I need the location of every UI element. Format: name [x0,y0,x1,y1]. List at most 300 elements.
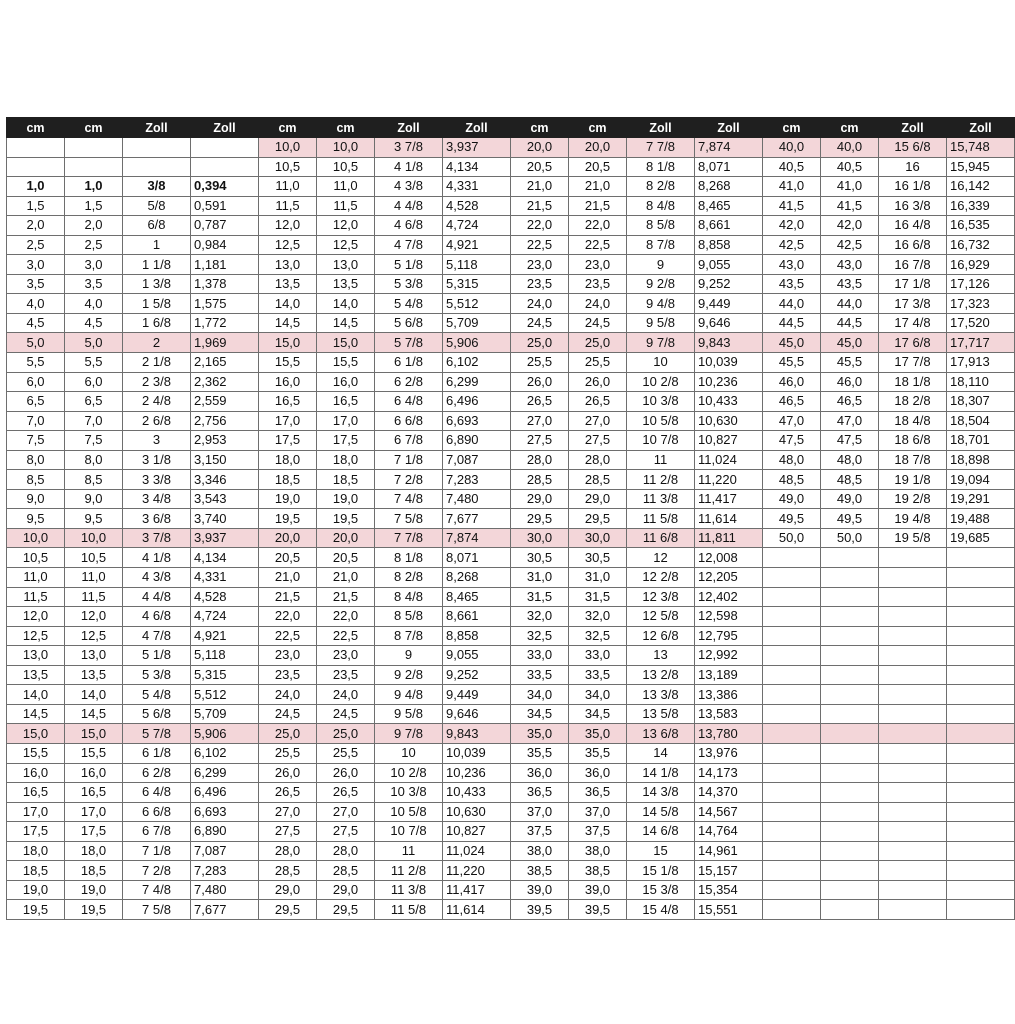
inch-decimal-cell: 9,449 [443,685,511,705]
inch-fraction-cell: 7 5/8 [375,509,443,529]
cm-cell: 7,0 [7,411,65,431]
inch-decimal-cell: 8,858 [695,235,763,255]
cm-cell: 27,0 [259,802,317,822]
cm-value-cell: 42,5 [821,235,879,255]
inch-fraction-cell: 9 4/8 [627,294,695,314]
cm-cell: 36,0 [511,763,569,783]
inch-fraction-cell: 9 5/8 [627,313,695,333]
cm-cell: 11,0 [7,568,65,588]
inch-decimal-cell [947,704,1015,724]
inch-fraction-cell [879,665,947,685]
inch-decimal-cell [947,568,1015,588]
column-header: Zoll [879,118,947,138]
cm-cell: 16,5 [7,783,65,803]
inch-fraction-cell: 10 3/8 [375,783,443,803]
cm-cell [7,157,65,177]
inch-fraction-cell: 16 4/8 [879,216,947,236]
inch-fraction-cell: 19 2/8 [879,489,947,509]
cm-cell: 18,0 [259,450,317,470]
inch-decimal-cell: 3,740 [191,509,259,529]
cm-cell: 14,0 [7,685,65,705]
table-row [7,294,1015,314]
inch-fraction-cell [879,841,947,861]
cm-cell: 2,0 [7,216,65,236]
cm-value-cell [821,822,879,842]
cm-value-cell [821,783,879,803]
inch-fraction-cell: 6 2/8 [375,372,443,392]
cm-value-cell: 8,5 [65,470,123,490]
cm-value-cell: 33,0 [569,646,627,666]
cm-value-cell [65,138,123,158]
inch-fraction-cell: 6 4/8 [123,783,191,803]
cm-cell: 5,5 [7,353,65,373]
cm-value-cell: 31,5 [569,587,627,607]
column-header: cm [317,118,375,138]
inch-fraction-cell: 17 7/8 [879,353,947,373]
column-header: Zoll [695,118,763,138]
cm-cell: 19,5 [7,900,65,920]
inch-fraction-cell: 18 4/8 [879,411,947,431]
inch-decimal-cell: 14,370 [695,783,763,803]
inch-decimal-cell: 7,283 [191,861,259,881]
cm-value-cell: 11,5 [65,587,123,607]
cm-value-cell: 50,0 [821,528,879,548]
inch-fraction-cell: 5 6/8 [375,313,443,333]
cm-value-cell: 4,0 [65,294,123,314]
cm-cell: 45,5 [763,353,821,373]
cm-cell [763,763,821,783]
cm-value-cell: 46,0 [821,372,879,392]
cm-value-cell: 47,5 [821,431,879,451]
column-header: Zoll [627,118,695,138]
cm-value-cell [821,763,879,783]
cm-cell: 11,5 [7,587,65,607]
cm-cell [763,704,821,724]
cm-cell: 31,5 [511,587,569,607]
inch-decimal-cell: 4,134 [443,157,511,177]
cm-cell: 21,5 [259,587,317,607]
inch-fraction-cell: 5 7/8 [123,724,191,744]
cm-cell: 2,5 [7,235,65,255]
cm-value-cell: 20,5 [569,157,627,177]
cm-value-cell: 34,5 [569,704,627,724]
cm-cell: 22,5 [511,235,569,255]
cm-cell: 41,5 [763,196,821,216]
table-row [7,646,1015,666]
inch-fraction-cell: 1 3/8 [123,274,191,294]
inch-decimal-cell: 16,339 [947,196,1015,216]
inch-decimal-cell: 12,795 [695,626,763,646]
inch-fraction-cell: 6 1/8 [123,743,191,763]
cm-value-cell: 27,0 [317,802,375,822]
cm-value-cell: 3,5 [65,274,123,294]
inch-fraction-cell: 2 4/8 [123,392,191,412]
inch-decimal-cell: 8,465 [443,587,511,607]
inch-decimal-cell: 9,646 [695,313,763,333]
inch-fraction-cell: 5/8 [123,196,191,216]
inch-decimal-cell: 5,512 [191,685,259,705]
inch-decimal-cell: 5,315 [443,274,511,294]
inch-decimal-cell: 7,087 [191,841,259,861]
cm-value-cell: 18,5 [65,861,123,881]
inch-fraction-cell: 10 7/8 [375,822,443,842]
cm-cell: 26,0 [511,372,569,392]
table-row [7,157,1015,177]
cm-value-cell: 14,0 [65,685,123,705]
cm-value-cell: 41,0 [821,177,879,197]
inch-decimal-cell: 9,843 [443,724,511,744]
inch-fraction-cell: 12 6/8 [627,626,695,646]
inch-fraction-cell: 8 1/8 [627,157,695,177]
cm-cell: 15,0 [259,333,317,353]
cm-cell: 3,0 [7,255,65,275]
cm-cell: 29,5 [511,509,569,529]
cm-cell: 14,5 [259,313,317,333]
inch-decimal-cell: 14,961 [695,841,763,861]
inch-decimal-cell: 5,118 [443,255,511,275]
inch-fraction-cell: 11 3/8 [627,489,695,509]
inch-decimal-cell: 7,874 [695,138,763,158]
table-row [7,724,1015,744]
inch-decimal-cell [947,607,1015,627]
table-row [7,235,1015,255]
inch-fraction-cell: 6 7/8 [123,822,191,842]
inch-fraction-cell [879,822,947,842]
inch-fraction-cell: 4 4/8 [123,587,191,607]
table-row [7,665,1015,685]
inch-fraction-cell: 4 1/8 [123,548,191,568]
cm-value-cell: 35,5 [569,743,627,763]
cm-value-cell: 40,5 [821,157,879,177]
inch-fraction-cell: 14 [627,743,695,763]
inch-decimal-cell: 15,748 [947,138,1015,158]
inch-fraction-cell: 11 [375,841,443,861]
cm-value-cell: 13,0 [65,646,123,666]
column-header: cm [511,118,569,138]
inch-decimal-cell: 8,268 [443,568,511,588]
inch-fraction-cell: 7 2/8 [375,470,443,490]
cm-value-cell: 49,0 [821,489,879,509]
cm-value-cell: 10,5 [65,548,123,568]
inch-fraction-cell [879,626,947,646]
table-row [7,822,1015,842]
column-header: Zoll [443,118,511,138]
inch-decimal-cell: 9,843 [695,333,763,353]
cm-cell: 49,0 [763,489,821,509]
inch-decimal-cell [947,822,1015,842]
table-row [7,411,1015,431]
inch-decimal-cell: 11,024 [695,450,763,470]
table-row [7,626,1015,646]
inch-fraction-cell: 5 1/8 [375,255,443,275]
cm-value-cell: 23,5 [569,274,627,294]
cm-value-cell: 40,0 [821,138,879,158]
cm-cell: 26,0 [259,763,317,783]
cm-value-cell [821,802,879,822]
inch-fraction-cell: 14 6/8 [627,822,695,842]
cm-cell [763,841,821,861]
inch-decimal-cell: 14,173 [695,763,763,783]
cm-cell [763,626,821,646]
inch-decimal-cell: 8,071 [695,157,763,177]
cm-cell: 13,0 [259,255,317,275]
inch-decimal-cell: 18,307 [947,392,1015,412]
inch-decimal-cell [947,861,1015,881]
cm-value-cell: 10,0 [317,138,375,158]
inch-fraction-cell [879,587,947,607]
inch-decimal-cell: 17,913 [947,353,1015,373]
cm-cell: 16,0 [259,372,317,392]
inch-decimal-cell: 5,906 [191,724,259,744]
inch-fraction-cell [123,138,191,158]
cm-value-cell: 24,5 [317,704,375,724]
cm-value-cell: 13,5 [317,274,375,294]
cm-cell: 48,0 [763,450,821,470]
cm-value-cell: 10,5 [317,157,375,177]
table-row [7,333,1015,353]
cm-cell: 43,0 [763,255,821,275]
cm-value-cell: 18,0 [317,450,375,470]
table-row [7,841,1015,861]
cm-value-cell: 26,0 [569,372,627,392]
cm-cell: 20,0 [511,138,569,158]
cm-value-cell: 38,5 [569,861,627,881]
cm-cell: 35,0 [511,724,569,744]
cm-cell: 19,5 [259,509,317,529]
inch-fraction-cell: 2 3/8 [123,372,191,392]
inch-decimal-cell: 5,906 [443,333,511,353]
inch-decimal-cell: 17,126 [947,274,1015,294]
inch-decimal-cell: 6,102 [191,743,259,763]
cm-value-cell: 36,5 [569,783,627,803]
inch-decimal-cell: 2,559 [191,392,259,412]
cm-value-cell [821,665,879,685]
cm-cell: 40,5 [763,157,821,177]
inch-fraction-cell: 16 1/8 [879,177,947,197]
inch-decimal-cell: 18,504 [947,411,1015,431]
cm-cell: 15,0 [7,724,65,744]
cm-cell: 9,0 [7,489,65,509]
inch-decimal-cell: 4,921 [443,235,511,255]
cm-cell: 24,5 [511,313,569,333]
cm-value-cell: 29,5 [317,900,375,920]
cm-value-cell: 46,5 [821,392,879,412]
inch-fraction-cell: 9 [375,646,443,666]
cm-value-cell: 28,0 [569,450,627,470]
cm-cell: 38,0 [511,841,569,861]
inch-decimal-cell: 12,598 [695,607,763,627]
cm-cell: 12,5 [259,235,317,255]
cm-cell: 8,5 [7,470,65,490]
inch-fraction-cell: 4 4/8 [375,196,443,216]
table-row [7,548,1015,568]
inch-decimal-cell: 10,630 [695,411,763,431]
cm-cell: 11,5 [259,196,317,216]
conversion-table [6,117,1015,920]
cm-cell: 24,0 [511,294,569,314]
cm-cell: 20,5 [259,548,317,568]
cm-cell: 37,0 [511,802,569,822]
cm-cell: 23,0 [511,255,569,275]
inch-fraction-cell: 7 4/8 [375,489,443,509]
cm-value-cell [821,626,879,646]
inch-decimal-cell: 3,937 [443,138,511,158]
table-row [7,568,1015,588]
inch-fraction-cell: 7 2/8 [123,861,191,881]
cm-cell: 7,5 [7,431,65,451]
inch-fraction-cell: 10 2/8 [627,372,695,392]
table-row [7,509,1015,529]
cm-cell: 28,0 [511,450,569,470]
inch-decimal-cell: 5,709 [443,313,511,333]
inch-decimal-cell [947,548,1015,568]
inch-decimal-cell: 9,449 [695,294,763,314]
inch-decimal-cell: 1,181 [191,255,259,275]
inch-decimal-cell: 4,528 [191,587,259,607]
inch-decimal-cell: 1,378 [191,274,259,294]
cm-cell: 35,5 [511,743,569,763]
inch-decimal-cell: 3,150 [191,450,259,470]
cm-value-cell: 34,0 [569,685,627,705]
inch-decimal-cell [947,880,1015,900]
inch-decimal-cell: 4,331 [443,177,511,197]
inch-decimal-cell: 13,189 [695,665,763,685]
inch-fraction-cell: 5 7/8 [375,333,443,353]
cm-cell: 16,0 [7,763,65,783]
inch-fraction-cell: 1 1/8 [123,255,191,275]
cm-cell: 27,5 [259,822,317,842]
table-row [7,607,1015,627]
cm-value-cell: 23,0 [317,646,375,666]
cm-value-cell: 5,5 [65,353,123,373]
cm-cell: 21,5 [511,196,569,216]
cm-value-cell: 21,0 [317,568,375,588]
cm-cell: 5,0 [7,333,65,353]
cm-cell: 41,0 [763,177,821,197]
cm-value-cell: 25,5 [317,743,375,763]
cm-cell: 29,5 [259,900,317,920]
cm-value-cell: 15,5 [317,353,375,373]
cm-value-cell [821,900,879,920]
cm-cell: 28,0 [259,841,317,861]
inch-fraction-cell: 16 7/8 [879,255,947,275]
inch-decimal-cell: 13,583 [695,704,763,724]
table-row [7,138,1015,158]
cm-cell: 22,0 [259,607,317,627]
cm-value-cell: 14,0 [317,294,375,314]
cm-cell: 22,0 [511,216,569,236]
cm-value-cell: 27,5 [569,431,627,451]
cm-value-cell: 43,5 [821,274,879,294]
column-header: cm [7,118,65,138]
inch-decimal-cell: 13,386 [695,685,763,705]
inch-decimal-cell: 16,535 [947,216,1015,236]
cm-value-cell: 5,0 [65,333,123,353]
inch-decimal-cell: 18,110 [947,372,1015,392]
inch-fraction-cell: 4 3/8 [375,177,443,197]
column-header: cm [65,118,123,138]
inch-decimal-cell: 8,661 [443,607,511,627]
cm-cell: 32,0 [511,607,569,627]
cm-cell: 14,5 [7,704,65,724]
cm-cell: 30,0 [511,528,569,548]
cm-value-cell [821,704,879,724]
cm-value-cell: 7,0 [65,411,123,431]
inch-decimal-cell: 10,827 [443,822,511,842]
cm-cell: 19,0 [259,489,317,509]
cm-value-cell: 6,0 [65,372,123,392]
inch-decimal-cell: 12,402 [695,587,763,607]
inch-decimal-cell: 0,787 [191,216,259,236]
cm-cell: 24,5 [259,704,317,724]
cm-cell [763,607,821,627]
inch-fraction-cell: 13 5/8 [627,704,695,724]
table-row [7,470,1015,490]
inch-decimal-cell: 5,709 [191,704,259,724]
inch-decimal-cell: 1,575 [191,294,259,314]
cm-value-cell [821,880,879,900]
cm-value-cell: 29,5 [569,509,627,529]
inch-decimal-cell: 1,772 [191,313,259,333]
inch-fraction-cell: 10 5/8 [375,802,443,822]
inch-fraction-cell [879,861,947,881]
cm-cell: 32,5 [511,626,569,646]
inch-fraction-cell: 9 7/8 [375,724,443,744]
inch-decimal-cell: 6,890 [191,822,259,842]
cm-value-cell: 16,0 [65,763,123,783]
inch-decimal-cell: 19,291 [947,489,1015,509]
cm-cell: 29,0 [511,489,569,509]
inch-decimal-cell: 12,992 [695,646,763,666]
inch-fraction-cell: 1 6/8 [123,313,191,333]
inch-decimal-cell: 19,488 [947,509,1015,529]
inch-decimal-cell: 6,693 [443,411,511,431]
cm-cell: 47,0 [763,411,821,431]
cm-value-cell [821,743,879,763]
inch-fraction-cell: 9 7/8 [627,333,695,353]
cm-cell: 1,5 [7,196,65,216]
cm-value-cell: 39,0 [569,880,627,900]
inch-decimal-cell: 6,693 [191,802,259,822]
cm-value-cell: 28,5 [569,470,627,490]
cm-value-cell: 15,0 [65,724,123,744]
table-row [7,743,1015,763]
inch-decimal-cell: 10,433 [443,783,511,803]
inch-decimal-cell: 12,205 [695,568,763,588]
cm-value-cell: 19,0 [317,489,375,509]
inch-fraction-cell: 8 5/8 [375,607,443,627]
inch-fraction-cell [879,743,947,763]
inch-decimal-cell [947,665,1015,685]
cm-cell: 10,0 [259,138,317,158]
inch-fraction-cell: 6 6/8 [123,802,191,822]
cm-value-cell: 17,5 [317,431,375,451]
inch-decimal-cell: 8,661 [695,216,763,236]
cm-value-cell: 28,0 [317,841,375,861]
inch-fraction-cell: 5 3/8 [123,665,191,685]
cm-cell: 12,5 [7,626,65,646]
cm-value-cell: 38,0 [569,841,627,861]
inch-fraction-cell: 15 4/8 [627,900,695,920]
cm-value-cell: 12,0 [317,216,375,236]
inch-decimal-cell [947,802,1015,822]
inch-decimal-cell: 7,874 [443,528,511,548]
table-row [7,489,1015,509]
cm-value-cell: 17,5 [65,822,123,842]
cm-value-cell: 32,0 [569,607,627,627]
inch-decimal-cell [947,685,1015,705]
inch-fraction-cell: 3 7/8 [375,138,443,158]
